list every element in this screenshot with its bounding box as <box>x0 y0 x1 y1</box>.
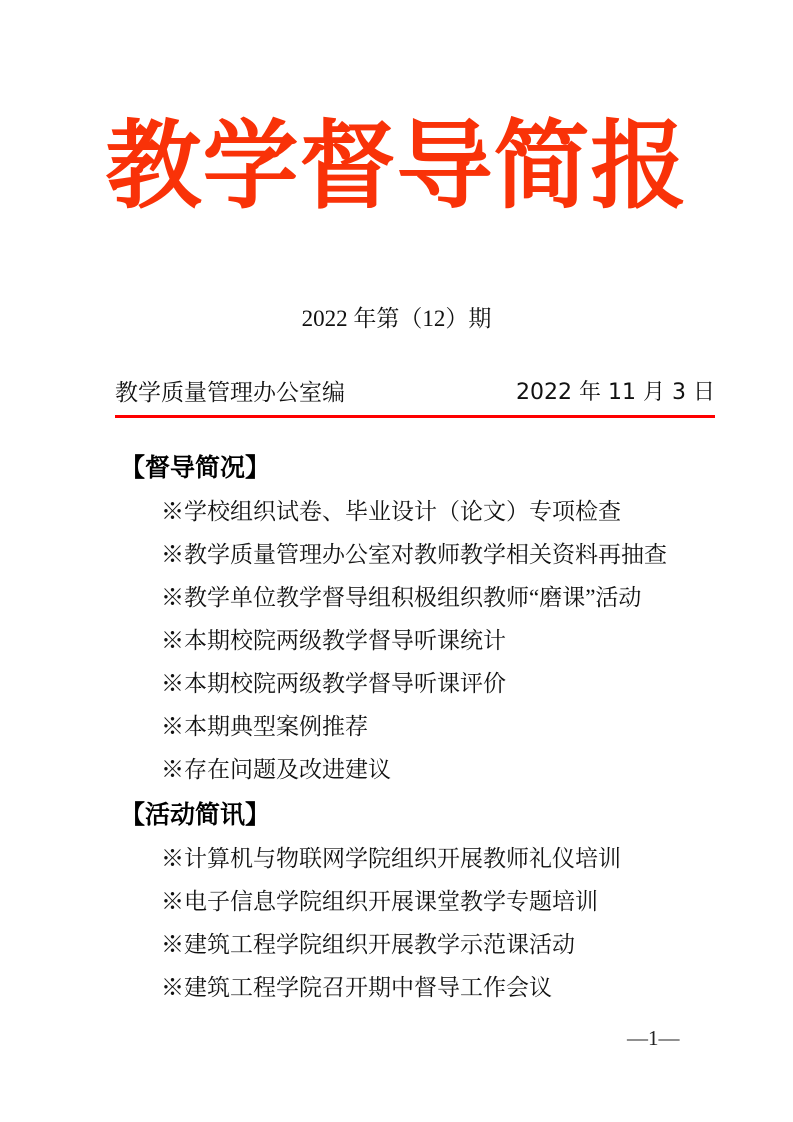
toc-item: ※存在问题及改进建议 <box>161 757 391 782</box>
editor-date-row <box>115 379 715 418</box>
section-heading-supervision: 【督导简况】 <box>120 455 271 482</box>
toc-item: ※本期校院两级教学督导听课统计 <box>161 628 506 653</box>
bulletin-title: 教学督导简报 <box>105 113 688 220</box>
issue-number: 2022 年第（12）期 <box>301 306 492 331</box>
toc-item: ※本期典型案例推荐 <box>161 714 368 739</box>
toc-item: ※电子信息学院组织开展课堂教学专题培训 <box>161 889 598 914</box>
section-heading-activities: 【活动简讯】 <box>120 802 271 829</box>
toc-item: ※建筑工程学院组织开展教学示范课活动 <box>161 932 575 957</box>
toc-item: ※计算机与物联网学院组织开展教师礼仪培训 <box>161 846 621 871</box>
toc-item: ※教学单位教学督导组积极组织教师“磨课”活动 <box>161 585 642 610</box>
toc-item: ※教学质量管理办公室对教师教学相关资料再抽查 <box>161 542 667 567</box>
toc-item: ※建筑工程学院召开期中督导工作会议 <box>161 975 552 1000</box>
publication-date: 2022 年 11 月 3 日 <box>516 380 715 405</box>
section-activity-news <box>0 795 793 1009</box>
table-of-contents <box>0 448 793 1009</box>
toc-item: ※本期校院两级教学督导听课评价 <box>161 671 506 696</box>
editor-label: 教学质量管理办公室编 <box>115 380 345 405</box>
toc-item: ※学校组织试卷、毕业设计（论文）专项检查 <box>161 499 621 524</box>
page-number: —1— <box>627 1026 680 1050</box>
section-supervision-overview <box>0 448 793 791</box>
